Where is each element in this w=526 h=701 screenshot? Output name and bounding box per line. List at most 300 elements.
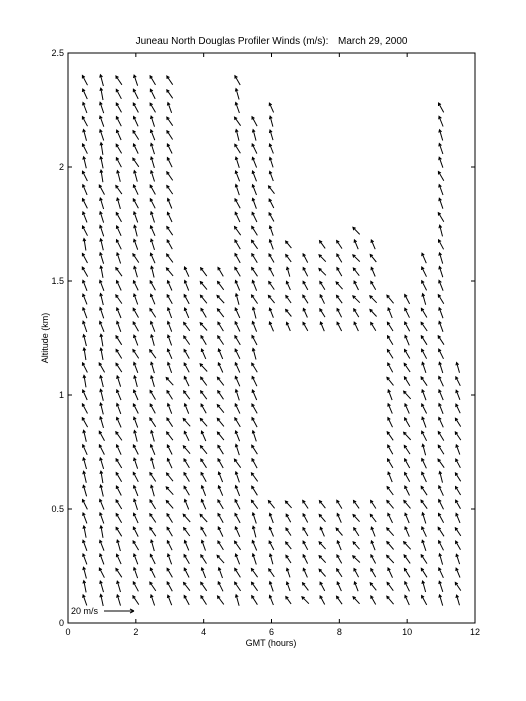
wind-vector (218, 486, 223, 496)
wind-vector (116, 117, 121, 127)
wind-vector (151, 266, 154, 277)
wind-vector (439, 308, 443, 319)
wind-vector (218, 349, 223, 359)
y-tick-label: 2.5 (51, 48, 64, 58)
wind-vector (456, 459, 461, 468)
wind-vector (184, 568, 189, 577)
wind-vector (251, 569, 257, 578)
wind-vector (150, 253, 155, 263)
wind-vector (151, 171, 155, 182)
wind-vector (268, 295, 274, 303)
wind-vector (269, 103, 273, 112)
wind-vector (116, 268, 122, 277)
wind-vector (184, 377, 189, 387)
wind-vector (456, 445, 460, 455)
wind-vector (184, 431, 189, 441)
wind-vector (320, 281, 325, 289)
wind-vector (218, 596, 224, 604)
wind-vector (371, 541, 375, 550)
wind-vector (116, 295, 122, 304)
wind-vector (100, 417, 104, 428)
wind-vector (303, 500, 308, 508)
wind-vector (83, 157, 87, 169)
wind-vector (422, 472, 427, 482)
wind-vector (303, 254, 308, 263)
wind-vector (439, 581, 443, 592)
wind-vector (303, 514, 308, 523)
wind-vector (83, 526, 86, 538)
x-tick-label: 6 (268, 627, 275, 637)
wind-vector (235, 89, 239, 100)
wind-vector (167, 391, 173, 400)
wind-vector (235, 363, 240, 373)
wind-vector (116, 432, 122, 441)
wind-vector (116, 336, 122, 345)
wind-vector (371, 555, 376, 564)
wind-vector (150, 514, 156, 523)
wind-vector (388, 418, 393, 428)
wind-vector (404, 500, 411, 508)
wind-vector (269, 171, 273, 181)
wind-vector (353, 255, 360, 262)
wind-vector (133, 596, 139, 605)
wind-vector (83, 390, 88, 400)
wind-vector (252, 226, 258, 235)
wind-vector (100, 198, 104, 209)
wind-vector (252, 418, 257, 428)
wind-vector (168, 335, 172, 345)
wind-vector (217, 309, 223, 317)
wind-vector (439, 595, 443, 606)
wind-vector (353, 227, 360, 234)
wind-vector (337, 268, 342, 277)
wind-vector (167, 172, 173, 181)
wind-vector (166, 487, 173, 495)
wind-vector (456, 404, 461, 413)
wind-vector (319, 542, 326, 549)
x-axis (65, 53, 480, 637)
wind-vector (303, 295, 308, 303)
wind-vector (235, 76, 240, 85)
wind-vector (150, 445, 155, 455)
wind-vector (422, 253, 427, 263)
wind-vector (388, 459, 393, 468)
wind-vector (286, 255, 292, 262)
wind-vector (201, 459, 207, 468)
wind-vector (354, 309, 359, 317)
y-tick-label: 2 (58, 162, 64, 172)
wind-vector (405, 295, 410, 304)
wind-vector (439, 253, 443, 264)
wind-vector (337, 541, 341, 550)
wind-vector (269, 213, 274, 222)
wind-vector (252, 240, 258, 249)
wind-vector (388, 308, 392, 318)
wind-vector (151, 335, 155, 346)
wind-vector (151, 239, 155, 250)
wind-vector (439, 240, 444, 250)
wind-vector (167, 186, 173, 195)
wind-vector (303, 322, 308, 331)
wind-vector (421, 486, 427, 495)
wind-vector (269, 308, 273, 318)
wind-vector (251, 500, 257, 509)
wind-vector (83, 513, 87, 524)
wind-vector (83, 212, 88, 223)
wind-vector (82, 76, 87, 86)
wind-vector (336, 282, 343, 289)
wind-vector (151, 143, 155, 154)
wind-vector (117, 376, 121, 387)
wind-vector (286, 309, 292, 316)
wind-vector (422, 417, 426, 428)
wind-vector (150, 89, 155, 99)
wind-vector (83, 294, 88, 304)
wind-vector (320, 322, 324, 331)
wind-vector (337, 514, 341, 523)
wind-vector (337, 295, 343, 303)
wind-vector (201, 500, 206, 510)
wind-vector (235, 595, 239, 606)
wind-vector (235, 527, 240, 537)
wind-vector (354, 528, 359, 536)
wind-vector (456, 363, 460, 373)
wind-vector (438, 527, 444, 536)
wind-vector (217, 418, 224, 426)
wind-vector (116, 130, 121, 140)
wind-vector (353, 515, 360, 522)
wind-vector (184, 528, 190, 536)
chart-date: March 29, 2000 (338, 36, 408, 47)
wind-vector (218, 472, 222, 482)
wind-vector (100, 594, 103, 606)
wind-vector (184, 267, 189, 277)
wind-vector (422, 444, 426, 455)
wind-vector (200, 446, 207, 454)
wind-vector (422, 459, 427, 469)
wind-vector (269, 144, 273, 154)
wind-vector (439, 225, 443, 236)
wind-vector (404, 555, 410, 564)
wind-vector (235, 267, 241, 276)
wind-vector (151, 157, 155, 168)
wind-vector (150, 473, 156, 482)
wind-vector (422, 513, 426, 524)
wind-vector (252, 526, 256, 537)
wind-vector (184, 596, 189, 605)
wind-vector (116, 527, 122, 536)
wind-vector (218, 336, 224, 345)
wind-vector (217, 377, 223, 385)
wind-vector (150, 500, 156, 509)
wind-vector (320, 527, 324, 536)
wind-vector (439, 321, 443, 331)
wind-vector (235, 117, 241, 126)
wind-vector (354, 582, 358, 591)
wind-vector (100, 403, 104, 414)
wind-vector (184, 555, 189, 564)
wind-vector (303, 528, 308, 536)
wind-vector (285, 501, 291, 508)
wind-vector (150, 281, 155, 291)
wind-vector (133, 404, 138, 414)
wind-vector (286, 542, 292, 549)
wind-vector (319, 268, 326, 275)
wind-vector (439, 541, 444, 551)
wind-vector (134, 554, 138, 564)
wind-vector (422, 404, 427, 414)
wind-vector (235, 199, 240, 208)
wind-vector (387, 500, 394, 508)
wind-vector (184, 404, 188, 414)
wind-vector (235, 390, 239, 401)
wind-vector (116, 89, 121, 99)
wind-vector (116, 349, 122, 358)
wind-vector (116, 144, 121, 153)
wind-vector (100, 294, 104, 306)
plot-frame (68, 53, 475, 623)
wind-vector (116, 417, 121, 427)
wind-vector (235, 541, 241, 550)
wind-vector (404, 542, 411, 550)
wind-vector (83, 130, 87, 141)
wind-vector (438, 295, 444, 304)
wind-vector (286, 514, 291, 522)
wind-vector (100, 280, 104, 291)
wind-vector (100, 513, 104, 524)
y-tick-label: 0.5 (51, 504, 64, 514)
wind-vector (100, 157, 103, 169)
wind-vector (218, 582, 223, 592)
wind-vector (167, 445, 172, 455)
wind-vector (100, 225, 104, 236)
wind-vector (387, 377, 394, 385)
wind-vector (184, 281, 188, 291)
wind-vector (100, 116, 104, 127)
wind-vector (151, 116, 155, 127)
wind-vector (150, 130, 154, 140)
wind-vector (286, 582, 290, 591)
wind-vector (116, 186, 122, 195)
wind-vector (82, 226, 87, 236)
wind-vector (117, 581, 121, 592)
wind-vector (218, 459, 223, 468)
wind-vector (201, 377, 207, 385)
wind-vector (116, 459, 122, 468)
wind-vector (269, 158, 273, 168)
wind-vector (167, 554, 171, 564)
wind-vector (100, 102, 104, 113)
wind-vector (184, 486, 189, 495)
wind-vector (235, 418, 241, 427)
wind-vector (421, 308, 427, 317)
wind-vector (82, 253, 87, 263)
wind-vector (286, 322, 290, 331)
wind-vector (405, 322, 410, 331)
wind-vector (116, 568, 122, 577)
wind-vector (455, 582, 461, 590)
wind-vector (184, 582, 190, 590)
wind-vector (320, 582, 325, 591)
wind-vector (439, 568, 444, 578)
wind-vector (252, 486, 258, 495)
wind-vector (337, 596, 343, 604)
wind-vector (422, 294, 426, 305)
wind-vector (116, 158, 121, 168)
wind-vector (83, 471, 87, 483)
wind-vector (151, 595, 155, 606)
wind-vector (167, 308, 171, 318)
wind-vector (235, 582, 241, 591)
wind-vector (286, 296, 291, 304)
wind-vector (235, 157, 239, 168)
wind-vector (151, 362, 155, 373)
reference-vector-label: 20 m/s (71, 606, 99, 616)
wind-vector (422, 349, 427, 359)
wind-vector (337, 254, 342, 262)
wind-vector (201, 596, 207, 605)
wind-vector (184, 363, 189, 372)
wind-vector (83, 581, 86, 593)
wind-vector (200, 282, 207, 290)
wind-vector (320, 295, 324, 304)
x-tick-label: 10 (402, 627, 413, 637)
wind-vector (100, 75, 104, 86)
wind-vector (252, 280, 257, 290)
wind-vector (201, 308, 206, 317)
wind-vector (116, 486, 121, 496)
wind-vector (116, 473, 121, 482)
wind-vector (150, 309, 156, 318)
wind-vector (100, 239, 104, 251)
wind-vector (439, 198, 443, 209)
wind-vector (100, 554, 104, 565)
wind-vector (133, 308, 138, 317)
x-tick-label: 0 (65, 627, 71, 637)
wind-vector (218, 445, 224, 454)
wind-vector (100, 143, 103, 155)
wind-vector (218, 514, 223, 523)
wind-vector (116, 554, 121, 564)
wind-vector (319, 255, 326, 262)
wind-vector (422, 267, 427, 277)
y-tick-label: 1 (58, 390, 64, 400)
wind-vector (370, 309, 377, 316)
wind-vector (354, 240, 358, 249)
wind-vector (456, 487, 461, 496)
wind-vector (184, 391, 190, 399)
wind-vector (167, 227, 173, 236)
wind-vector (286, 528, 291, 536)
wind-vector (133, 486, 138, 496)
wind-vector (252, 157, 257, 167)
wind-vector (252, 554, 256, 565)
wind-vector (83, 308, 87, 319)
wind-vector (405, 486, 410, 496)
wind-vector (100, 266, 103, 278)
wind-vector (151, 540, 155, 551)
wind-vector (99, 431, 104, 441)
wind-vector (439, 116, 443, 126)
wind-vector (116, 240, 121, 250)
wind-vector (100, 376, 104, 387)
wind-vector (456, 377, 461, 386)
wind-vector (184, 349, 189, 358)
wind-vector (150, 404, 155, 413)
wind-vector (252, 376, 257, 386)
wind-vector (235, 431, 239, 441)
wind-vector (269, 199, 274, 208)
wind-vector (116, 103, 121, 112)
wind-vector (387, 555, 394, 563)
wind-vector (150, 185, 155, 194)
wind-vector (286, 568, 290, 577)
wind-vector (439, 554, 443, 565)
wind-vector (337, 241, 342, 249)
wind-vector (235, 444, 239, 455)
wind-vector (354, 281, 359, 290)
wind-vector (404, 391, 411, 399)
wind-vector (286, 597, 291, 604)
wind-vector (354, 501, 360, 509)
wind-vector (116, 281, 121, 291)
wind-vector (150, 582, 156, 591)
wind-vector (150, 390, 155, 399)
wind-vector (134, 212, 138, 223)
wind-vector (117, 171, 121, 182)
wind-vector (134, 171, 138, 182)
wind-vector (421, 555, 427, 564)
wind-vector (235, 376, 240, 386)
wind-vector (303, 568, 307, 577)
wind-vector (421, 500, 427, 509)
wind-vector (151, 458, 155, 469)
wind-vector (286, 241, 292, 248)
wind-vector (353, 556, 360, 563)
wind-vector (388, 472, 392, 482)
wind-vector (421, 377, 427, 386)
wind-vector (235, 500, 240, 510)
wind-vector (133, 350, 139, 359)
wind-vector (235, 254, 240, 263)
wind-vector (100, 581, 104, 592)
wind-vector (217, 432, 224, 440)
wind-vector (184, 459, 189, 468)
wind-vector (100, 253, 104, 264)
wind-vector (252, 541, 257, 551)
wind-vector (252, 198, 256, 208)
wind-vector (167, 76, 173, 85)
x-axis-label: GMT (hours) (245, 638, 297, 648)
x-tick-label: 8 (336, 627, 342, 637)
wind-vector (167, 527, 172, 536)
wind-vector (83, 321, 87, 332)
wind-vector (218, 267, 223, 276)
wind-vector (100, 321, 105, 331)
wind-vector (235, 554, 239, 564)
wind-vector (252, 185, 256, 195)
wind-vector (404, 445, 410, 454)
wind-vector (302, 597, 309, 604)
wind-vector (218, 322, 224, 331)
wind-vector (217, 405, 224, 413)
wind-vector (337, 555, 342, 564)
wind-vector (370, 296, 377, 303)
wind-vector (83, 485, 87, 496)
wind-vector (184, 473, 189, 482)
wind-vector (388, 404, 393, 414)
wind-vector (83, 430, 87, 442)
